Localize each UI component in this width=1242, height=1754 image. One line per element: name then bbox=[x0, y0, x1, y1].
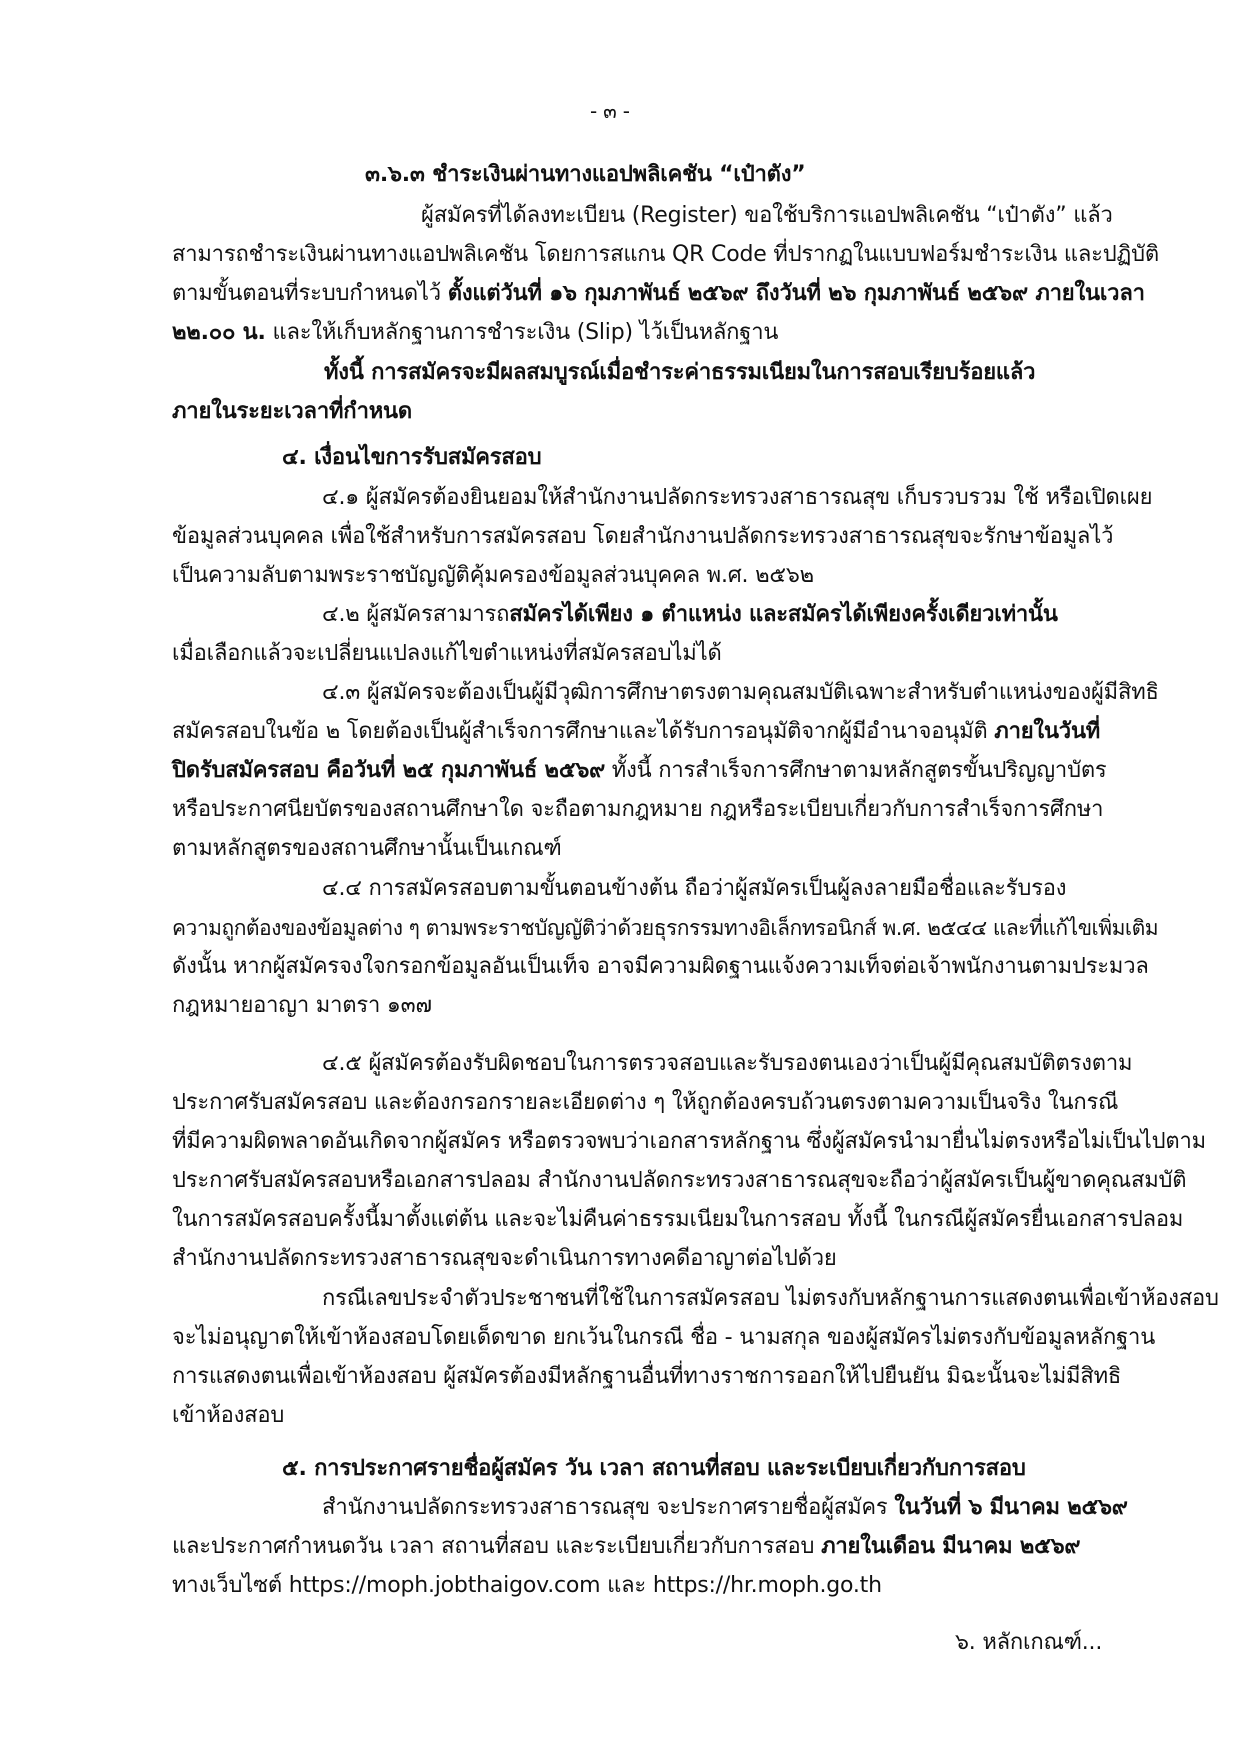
section-4-heading: ๔. เงื่อนไขการรับสมัครสอบ bbox=[282, 445, 542, 470]
paragraph-line: ประกาศรับสมัครสอบ และต้องกรอกรายละเอียดต่าง ๆ ให้ถูกต้องครบถ้วนตรงตามความเป็นจริง ในกรณี bbox=[172, 1090, 1119, 1115]
paragraph-line: ๔.๕ ผู้สมัครต้องรับผิดชอบในการตรวจสอบและรับรองตนเองว่าเป็นผู้มีคุณสมบัติตรงตาม bbox=[322, 1051, 1133, 1076]
paragraph-line: ๔.๓ ผู้สมัครจะต้องเป็นผู้มีวุฒิการศึกษาตรงตามคุณสมบัติเฉพาะสำหรับตำแหน่งของผู้มีสิทธิ bbox=[322, 680, 1159, 705]
page-number: - ๓ - bbox=[590, 99, 630, 123]
paragraph-line: ผู้สมัครที่ได้ลงทะเบียน (Register) ขอใช้บริการแอปพลิเคชัน “เป๋าตัง” แล้ว bbox=[421, 203, 1113, 228]
paragraph-line bbox=[172, 1532, 1080, 1562]
text-run-bold: ปิดรับสมัครสอบ คือวันที่ ๒๕ กุมภาพันธ์ ๒๕๖๙ bbox=[172, 758, 605, 783]
text-run: สมัครสอบในข้อ ๒ โดยต้องเป็นผู้สำเร็จการศึกษาและได้รับการอนุมัติจากผู้มีอำนาจอนุมัติ bbox=[172, 719, 995, 744]
paragraph-line: ในการสมัครสอบครั้งนี้มาตั้งแต่ต้น และจะไม่คืนค่าธรรมเนียมในการสอบ ทั้งนี้ ในกรณีผู้สมัครยื่นเอกสารปลอม bbox=[172, 1207, 1184, 1232]
paragraph-line: การแสดงตนเพื่อเข้าห้องสอบ ผู้สมัครต้องมีหลักฐานอื่นที่ทางราชการออกให้ไปยืนยัน มิฉะนั้นจะไม่มีสิทธิ bbox=[172, 1364, 1122, 1389]
paragraph-line: ๔.๑ ผู้สมัครต้องยินยอมให้สำนักงานปลัดกระทรวงสาธารณสุข เก็บรวบรวม ใช้ หรือเปิดเผย bbox=[322, 485, 1153, 510]
paragraph-line: ดังนั้น หากผู้สมัครจงใจกรอกข้อมูลอันเป็นเท็จ อาจมีความผิดฐานแจ้งความเท็จต่อเจ้าพนักงานตามประมวล bbox=[172, 954, 1149, 979]
text-run: และประกาศกำหนดวัน เวลา สถานที่สอบ และระเบียบเกี่ยวกับการสอบ bbox=[172, 1534, 822, 1559]
paragraph-line: ข้อมูลส่วนบุคคล เพื่อใช้สำหรับการสมัครสอบ โดยสำนักงานปลัดกระทรวงสาธารณสุขจะรักษาข้อมูลไว้ bbox=[172, 524, 1114, 549]
paragraph-line: ทางเว็บไซต์ https://moph.jobthaigov.com และ https://hr.moph.go.th bbox=[172, 1573, 882, 1598]
text-run: ตามขั้นตอนที่ระบบกำหนดไว้ bbox=[172, 281, 448, 306]
text-run-bold: สมัครได้เพียง ๑ ตำแหน่ง และสมัครได้เพียงครั้งเดียวเท่านั้น bbox=[509, 602, 1058, 627]
paragraph-line: จะไม่อนุญาตให้เข้าห้องสอบโดยเด็ดขาด ยกเว้นในกรณี ชื่อ - นามสกุล ของผู้สมัครไม่ตรงกับข้อมูลหลักฐาน bbox=[172, 1325, 1156, 1350]
paragraph-line bbox=[172, 756, 1107, 786]
paragraph-line: เป็นความลับตามพระราชบัญญัติคุ้มครองข้อมูลส่วนบุคคล พ.ศ. ๒๕๖๒ bbox=[172, 563, 814, 588]
text-run: ทั้งนี้ การสำเร็จการศึกษาตามหลักสูตรขั้นปริญญาบัตร bbox=[605, 758, 1107, 783]
paragraph-line: ทั้งนี้ การสมัครจะมีผลสมบูรณ์เมื่อชำระค่าธรรมเนียมในการสอบเรียบร้อยแล้ว bbox=[324, 360, 1036, 385]
text-run-bold: ภายในเดือน มีนาคม ๒๕๖๙ bbox=[821, 1534, 1081, 1559]
paragraph-line: กรณีเลขประจำตัวประชาชนที่ใช้ในการสมัครสอบ ไม่ตรงกับหลักฐานการแสดงตนเพื่อเข้าห้องสอบ bbox=[322, 1286, 1219, 1311]
text-run: ๔.๒ ผู้สมัครสามารถ bbox=[322, 602, 510, 627]
text-run-bold: ตั้งแต่วันที่ ๑๖ กุมภาพันธ์ ๒๕๖๙ ถึงวันที่ ๒๖ กุมภาพันธ์ ๒๕๖๙ ภายในเวลา bbox=[447, 281, 1145, 306]
paragraph-line: เมื่อเลือกแล้วจะเปลี่ยนแปลงแก้ไขตำแหน่งที่สมัครสอบไม่ได้ bbox=[172, 641, 722, 666]
paragraph-line bbox=[172, 717, 1100, 747]
paragraph-line: กฎหมายอาญา มาตรา ๑๓๗ bbox=[172, 993, 432, 1018]
paragraph-line: ภายในระยะเวลาที่กำหนด bbox=[172, 399, 412, 424]
paragraph-line: ที่มีความผิดพลาดอันเกิดจากผู้สมัคร หรือตรวจพบว่าเอกสารหลักฐาน ซึ่งผู้สมัครนำมายื่นไม่ตรงหรือไม่เป็นไปตาม bbox=[172, 1129, 1206, 1154]
section-363-heading: ๓.๖.๓ ชำระเงินผ่านทางแอปพลิเคชัน “เป๋าตัง” bbox=[365, 162, 806, 187]
paragraph-line: หรือประกาศนียบัตรของสถานศึกษาใด จะถือตามกฎหมาย กฎหรือระเบียบเกี่ยวกับการสำเร็จการศึกษา bbox=[172, 797, 1104, 822]
text-run: และให้เก็บหลักฐานการชำระเงิน (Slip) ไว้เป็นหลักฐาน bbox=[265, 320, 779, 345]
paragraph-line: สำนักงานปลัดกระทรวงสาธารณสุขจะดำเนินการทางคดีอาญาต่อไปด้วย bbox=[172, 1246, 837, 1271]
paragraph-line: ความถูกต้องของข้อมูลต่าง ๆ ตามพระราชบัญญัติว่าด้วยธุรกรรมทางอิเล็กทรอนิกส์ พ.ศ. ๒๕๔๔ และที่แก้ไขเพิ่มเติม bbox=[172, 916, 1159, 940]
text-run-bold: ๒๒.๐๐ น. bbox=[172, 320, 266, 345]
paragraph-line bbox=[172, 318, 778, 348]
paragraph-line: เข้าห้องสอบ bbox=[172, 1403, 285, 1428]
text-run-bold: ในวันที่ ๖ มีนาคม ๒๕๖๙ bbox=[894, 1495, 1128, 1520]
text-run: สำนักงานปลัดกระทรวงสาธารณสุข จะประกาศรายชื่อผู้สมัคร bbox=[322, 1495, 895, 1520]
paragraph-line bbox=[172, 279, 1145, 309]
section-5-heading: ๕. การประกาศรายชื่อผู้สมัคร วัน เวลา สถานที่สอบ และระเบียบเกี่ยวกับการสอบ bbox=[282, 1456, 1026, 1481]
paragraph-line: ตามหลักสูตรของสถานศึกษานั้นเป็นเกณฑ์ bbox=[172, 836, 562, 861]
paragraph-line: สามารถชำระเงินผ่านทางแอปพลิเคชัน โดยการสแกน QR Code ที่ปรากฏในแบบฟอร์มชำระเงิน และปฏิบัติ bbox=[172, 242, 1159, 267]
paragraph-line bbox=[322, 600, 1058, 630]
paragraph-line: ๔.๔ การสมัครสอบตามขั้นตอนข้างต้น ถือว่าผู้สมัครเป็นผู้ลงลายมือชื่อและรับรอง bbox=[322, 876, 1067, 901]
paragraph-line bbox=[322, 1493, 1128, 1523]
footer-continuation: ๖. หลักเกณฑ์... bbox=[955, 1630, 1103, 1655]
text-run-bold: ภายในวันที่ bbox=[994, 719, 1101, 744]
paragraph-line: ประกาศรับสมัครสอบหรือเอกสารปลอม สำนักงานปลัดกระทรวงสาธารณสุขจะถือว่าผู้สมัครเป็นผู้ขาดคุณสมบัติ bbox=[172, 1168, 1187, 1193]
